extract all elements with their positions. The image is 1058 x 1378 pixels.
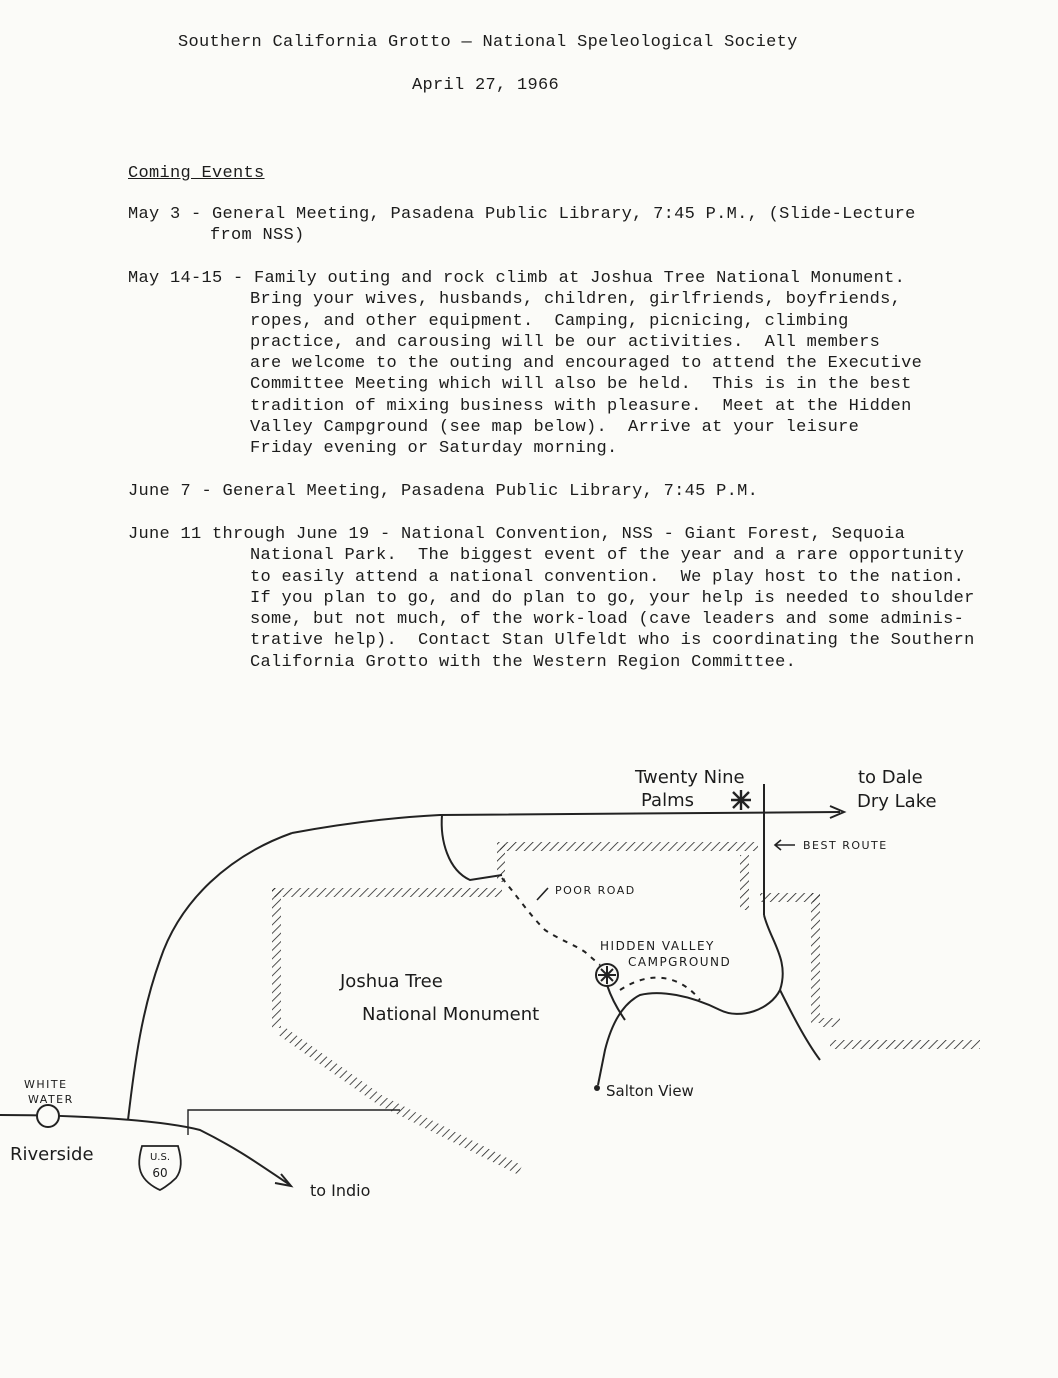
road-to-campground (607, 985, 625, 1020)
label-twentynine-palms-2: Palms (641, 790, 694, 811)
event-line: Valley Campground (see map below). Arrive at your leisure (250, 418, 860, 438)
label-white-water-1: WHITE (24, 1078, 68, 1091)
label-monument-2: National Monument (362, 1004, 540, 1025)
best-route-arrow (775, 840, 795, 850)
us-shield-number: 60 (152, 1166, 168, 1180)
road-north-entrance (442, 815, 502, 880)
campground-symbol (596, 964, 618, 986)
label-twentynine-palms-1: Twenty Nine (635, 767, 745, 788)
twentynine-palms-symbol (731, 790, 751, 810)
side-road (188, 1110, 400, 1135)
event-line: May 14-15 - Family outing and rock climb at Joshua Tree National Monument. (128, 269, 906, 288)
label-riverside: Riverside (10, 1144, 94, 1165)
salton-view-point (594, 1085, 600, 1091)
label-to-indio: to Indio (310, 1181, 371, 1200)
event-line: from NSS) (210, 226, 305, 246)
highway-west-road (128, 833, 292, 1120)
event-line: to easily attend a national convention. We play host to the nation. (250, 567, 965, 587)
event-line: trative help). Contact Stan Ulfeldt who is coordinating the Southern (250, 631, 975, 651)
label-monument-1: Joshua Tree (340, 971, 443, 992)
label-hidden-valley-1: HIDDEN VALLEY (600, 939, 715, 953)
label-salton-view: Salton View (606, 1082, 694, 1100)
event-line: ropes, and other equipment. Camping, picnicing, climbing (250, 311, 849, 331)
event-line: June 7 - General Meeting, Pasadena Public Library, 7:45 P.M. (128, 482, 759, 501)
section-title-coming-events: Coming Events (128, 164, 265, 183)
event-line: If you plan to go, and do plan to go, your help is needed to shoulder (250, 588, 975, 608)
label-hidden-valley-2: CAMPGROUND (628, 955, 732, 969)
event-line: tradition of mixing business with pleasure. Meet at the Hidden (250, 396, 912, 416)
us-shield-top: U.S. (149, 1152, 171, 1163)
label-poor-road: POOR ROAD (555, 884, 636, 897)
event-line: National Park. The biggest event of the year and a rare opportunity (250, 546, 965, 566)
event-line: California Grotto with the Western Region Committee. (250, 652, 797, 672)
event-line: some, but not much, of the work-load (cave leaders and some adminis- (250, 610, 965, 630)
label-to-dale-1: to Dale (858, 767, 923, 788)
white-water-point (37, 1105, 59, 1127)
poor-road-arrow (537, 888, 548, 900)
event-line: Bring your wives, husbands, children, girlfriends, boyfriends, (250, 290, 902, 310)
label-best-route: BEST ROUTE (803, 839, 888, 852)
letterhead-organization: Southern California Grotto — National Speleological Society (178, 33, 798, 52)
event-line: Committee Meeting which will also be held. This is in the best (250, 375, 912, 395)
event-line: practice, and carousing will be our activities. All members (250, 332, 881, 352)
event-line: Friday evening or Saturday morning. (250, 439, 618, 459)
label-to-dale-2: Dry Lake (857, 791, 937, 812)
label-white-water-2: WATER (28, 1093, 74, 1106)
highway-top-road (292, 812, 840, 833)
event-line: June 11 through June 19 - National Convention, NSS - Giant Forest, Sequoia (128, 525, 906, 544)
event-line: are welcome to the outing and encouraged to attend the Executive (250, 354, 923, 374)
letter-date: April 27, 1966 (412, 76, 560, 95)
event-line: May 3 - General Meeting, Pasadena Public Library, 7:45 P.M., (Slide-Lecture (128, 205, 916, 224)
